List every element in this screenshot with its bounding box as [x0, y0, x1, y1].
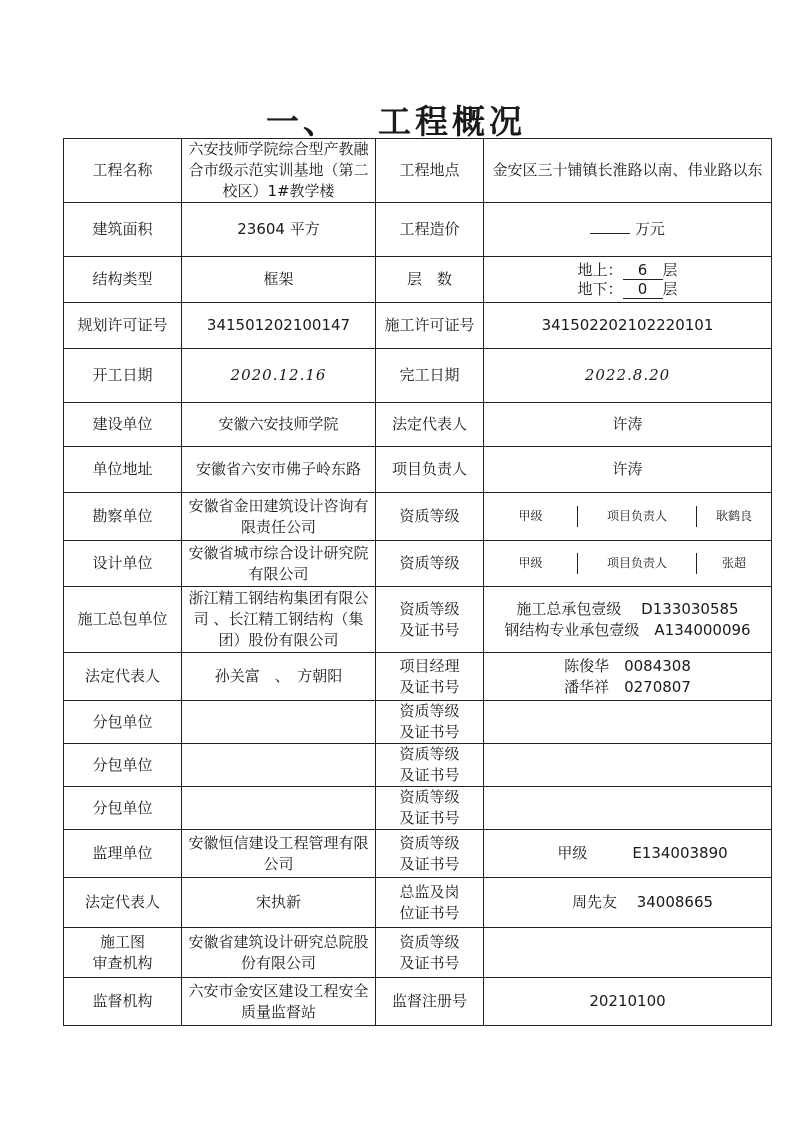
label-subcontractor-1: 分包单位 [64, 701, 182, 744]
value-construction-permit: 341502202102220101 [484, 303, 772, 349]
label-area: 建筑面积 [64, 203, 182, 257]
document-title [0, 96, 792, 143]
row-builder [64, 403, 772, 447]
cost-blank [590, 233, 630, 234]
label-contractor: 施工总包单位 [64, 587, 182, 653]
label-design-pm: 项目负责人 [578, 553, 697, 574]
value-cost [484, 203, 772, 257]
label-supervisor: 监理单位 [64, 830, 182, 878]
label-legal-rep: 法定代表人 [376, 403, 484, 447]
value-builder: 安徽六安技师学院 [182, 403, 376, 447]
value-end-date: 2022.8.20 [484, 349, 772, 403]
row-area [64, 203, 772, 257]
row-dates [64, 349, 772, 403]
label-design-grade: 资质等级 [376, 541, 484, 587]
label-project-lead: 项目负责人 [376, 447, 484, 493]
label-review-grade: 资质等级 及证书号 [376, 928, 484, 978]
row-subcontractor-1 [64, 701, 772, 744]
label-construction-permit: 施工许可证号 [376, 303, 484, 349]
label-sub1-grade: 资质等级 及证书号 [376, 701, 484, 744]
row-project-name [64, 139, 772, 203]
label-supervisor-grade: 资质等级 及证书号 [376, 830, 484, 878]
label-floors: 层 数 [376, 257, 484, 303]
value-project-lead: 许涛 [484, 447, 772, 493]
value-design-grade: 甲级 [518, 556, 543, 570]
value-area: 23604 平方 [182, 203, 376, 257]
row-supervisor [64, 830, 772, 878]
value-contractor-grade: 施工总承包壹级 D133030585 钢结构专业承包壹级 A134000096 [484, 587, 772, 653]
value-floors [484, 257, 772, 303]
label-monitor: 监督机构 [64, 978, 182, 1026]
value-sub2-grade [484, 744, 772, 787]
label-end-date: 完工日期 [376, 349, 484, 403]
label-project-name: 工程名称 [64, 139, 182, 203]
value-supervisor-grade: 甲级 E134003890 [484, 830, 772, 878]
floors-below: 地下： 0 层 [577, 279, 678, 298]
label-supervisor-legal: 法定代表人 [64, 878, 182, 928]
row-structure [64, 257, 772, 303]
survey-grade-cell [484, 493, 772, 541]
value-contractor-legal: 孙关富 、 方朝阳 [182, 653, 376, 701]
value-survey: 安徽省金田建筑设计咨询有限责任公司 [182, 493, 376, 541]
value-subcontractor-2 [182, 744, 376, 787]
value-subcontractor-1 [182, 701, 376, 744]
value-monitor: 六安市金安区建设工程安全质量监督站 [182, 978, 376, 1026]
value-project-location: 金安区三十铺镇长淮路以南、伟业路以东 [484, 139, 772, 203]
label-start-date: 开工日期 [64, 349, 182, 403]
value-survey-pm: 耿鹤良 [697, 506, 772, 527]
row-design [64, 541, 772, 587]
value-structure: 框架 [182, 257, 376, 303]
label-address: 单位地址 [64, 447, 182, 493]
section-number: 一、 [266, 102, 340, 141]
value-contractor: 浙江精工钢结构集团有限公司 、长江精工钢结构（集团）股份有限公司 [182, 587, 376, 653]
value-address: 安徽省六安市佛子岭东路 [182, 447, 376, 493]
label-project-location: 工程地点 [376, 139, 484, 203]
row-review [64, 928, 772, 978]
label-survey-pm: 项目负责人 [578, 506, 697, 527]
row-monitor [64, 978, 772, 1026]
label-sub2-grade: 资质等级 及证书号 [376, 744, 484, 787]
section-title: 工程概况 [378, 102, 526, 141]
label-contractor-legal: 法定代表人 [64, 653, 182, 701]
label-survey-grade: 资质等级 [376, 493, 484, 541]
label-builder: 建设单位 [64, 403, 182, 447]
row-survey [64, 493, 772, 541]
label-contractor-grade: 资质等级 及证书号 [376, 587, 484, 653]
label-design: 设计单位 [64, 541, 182, 587]
value-sub1-grade [484, 701, 772, 744]
value-design: 安徽省城市综合设计研究院有限公司 [182, 541, 376, 587]
label-monitor-reg: 监督注册号 [376, 978, 484, 1026]
label-subcontractor-2: 分包单位 [64, 744, 182, 787]
value-subcontractor-3 [182, 787, 376, 830]
value-start-date: 2020.12.16 [182, 349, 376, 403]
value-project-manager: 陈俊华 0084308 潘华祥 0270807 [484, 653, 772, 701]
label-cost: 工程造价 [376, 203, 484, 257]
value-design-pm: 张超 [697, 553, 772, 574]
value-survey-grade: 甲级 [518, 509, 543, 523]
label-project-manager: 项目经理 及证书号 [376, 653, 484, 701]
row-address [64, 447, 772, 493]
row-supervisor-legal [64, 878, 772, 928]
label-structure: 结构类型 [64, 257, 182, 303]
value-sub3-grade [484, 787, 772, 830]
row-contractor-legal [64, 653, 772, 701]
label-review: 施工图 审查机构 [64, 928, 182, 978]
value-review-grade [484, 928, 772, 978]
value-review: 安徽省建筑设计研究总院股份有限公司 [182, 928, 376, 978]
label-survey: 勘察单位 [64, 493, 182, 541]
design-grade-cell [484, 541, 772, 587]
label-planning-permit: 规划许可证号 [64, 303, 182, 349]
value-project-name: 六安技师学院综合型产教融合市级示范实训基地（第二校区）1#教学楼 [182, 139, 376, 203]
label-sub3-grade: 资质等级 及证书号 [376, 787, 484, 830]
label-subcontractor-3: 分包单位 [64, 787, 182, 830]
row-planning [64, 303, 772, 349]
cost-unit: 万元 [634, 220, 665, 238]
value-legal-rep: 许涛 [484, 403, 772, 447]
value-monitor-reg: 20210100 [484, 978, 772, 1026]
floors-above: 地上： 6 层 [577, 260, 678, 279]
row-contractor [64, 587, 772, 653]
project-overview-table [63, 138, 772, 1026]
value-supervisor: 安徽恒信建设工程管理有限公司 [182, 830, 376, 878]
value-chief-supervisor: 周先友 34008665 [484, 878, 772, 928]
row-subcontractor-3 [64, 787, 772, 830]
value-planning-permit: 341501202100147 [182, 303, 376, 349]
value-supervisor-legal: 宋执新 [182, 878, 376, 928]
label-chief-supervisor: 总监及岗 位证书号 [376, 878, 484, 928]
row-subcontractor-2 [64, 744, 772, 787]
